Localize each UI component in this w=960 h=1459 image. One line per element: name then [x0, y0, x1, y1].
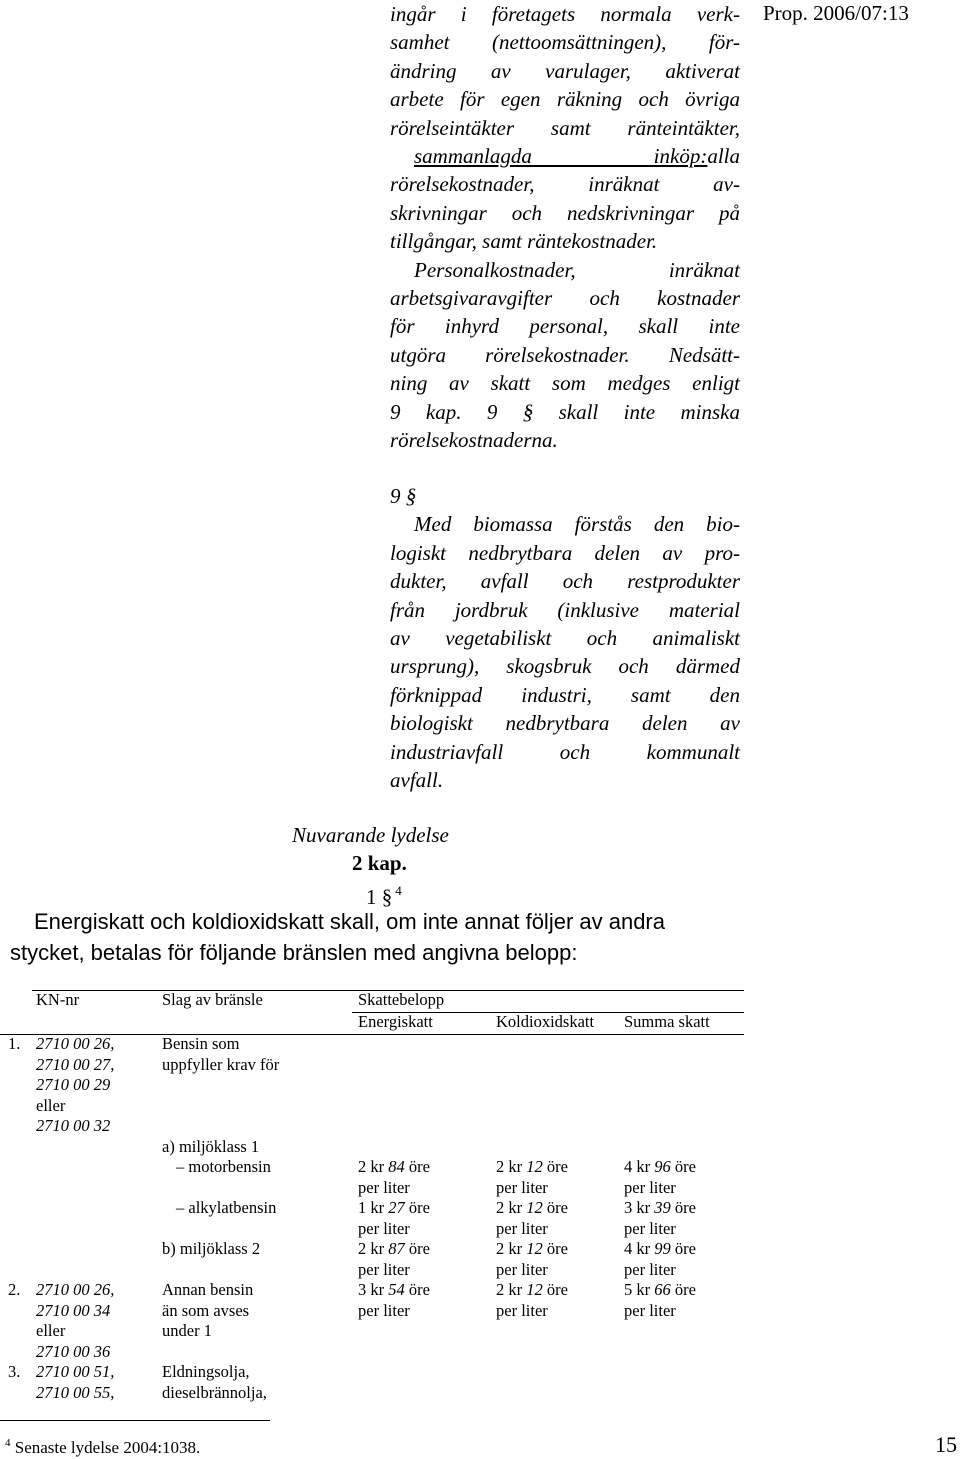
- term-sammanlagda-inkop: sammanlagda inköp:: [414, 144, 708, 169]
- table-header-row: [0, 990, 750, 1012]
- fuel-type-cell: [162, 1198, 358, 1239]
- cell-line: – alkylatbensin: [176, 1198, 277, 1217]
- co2-tax-cell: [496, 1157, 624, 1198]
- text-line: arbetsgivaravgifter och kostnader: [390, 286, 740, 311]
- cell-line: 2710 00 55,: [36, 1382, 115, 1402]
- cell-line: a) miljöklass 1: [162, 1136, 260, 1156]
- cell-line: 2 kr 84 öre: [358, 1157, 430, 1176]
- version-label: Nuvarande lydelse: [292, 823, 449, 847]
- text-line: samhet (nettoomsättningen), för-: [390, 30, 740, 55]
- table-row: [0, 1198, 750, 1239]
- fuel-type-cell: [162, 1280, 358, 1362]
- cell-line: 2710 00 29: [36, 1075, 111, 1094]
- text-line: ning av skatt som medges enligt: [390, 371, 740, 396]
- tax-table: [0, 990, 750, 1403]
- text-line: utgöra rörelsekostnader. Nedsätt-: [390, 342, 740, 367]
- row-number: 1.: [8, 1034, 21, 1053]
- text-line: av vegetabiliskt och animaliskt: [390, 626, 740, 651]
- text-line: ursprung), skogsbruk och därmed: [390, 654, 740, 679]
- footnote-rule: [0, 1420, 270, 1421]
- total-tax-cell: [624, 1280, 750, 1362]
- cell-line: 2710 00 51,: [36, 1362, 115, 1381]
- cell-line: Annan bensin: [162, 1280, 254, 1299]
- total-tax-cell: [624, 1137, 750, 1158]
- chapter-heading: 2 kap.: [352, 851, 407, 875]
- text-line: ändring av varulager, aktiverat: [390, 58, 740, 83]
- total-tax-cell: [624, 1362, 750, 1403]
- cell-line: dieselbrännolja,: [162, 1382, 267, 1402]
- co2-tax-cell: [496, 1137, 624, 1158]
- right-column-paragraph-1: [390, 0, 740, 455]
- cell-line: 2 kr 87 öre: [358, 1239, 430, 1258]
- header-skattebelopp: Skattebelopp: [358, 990, 445, 1009]
- text-line: tillgångar, samt räntekostnader.: [390, 229, 658, 254]
- co2-tax-cell: [496, 1362, 624, 1403]
- cell-line: 2710 00 32: [36, 1116, 111, 1135]
- table-row: [0, 1137, 750, 1158]
- kn-nr-cell: [36, 1362, 162, 1403]
- energy-tax-cell: [358, 1157, 496, 1198]
- cell-line: 3 kr 54 öre: [358, 1280, 430, 1299]
- table-row: [0, 1034, 750, 1137]
- cell-line: per liter: [358, 1300, 410, 1320]
- cell-line: uppfyller krav för: [162, 1054, 280, 1074]
- header-energiskatt: Energiskatt: [358, 1012, 433, 1031]
- cell-line: 4 kr 96 öre: [624, 1157, 696, 1176]
- cell-line: per liter: [624, 1300, 676, 1320]
- text-line: Energiskatt och koldioxidskatt skall, om inte annat följer av andra: [34, 909, 665, 934]
- row-number: [0, 1239, 36, 1280]
- document-reference: Prop. 2006/07:13: [763, 1, 909, 25]
- cell-line: 2710 00 36: [36, 1341, 111, 1361]
- text-line: industriavfall och kommunalt: [390, 739, 740, 764]
- cell-line: 3 kr 39 öre: [624, 1198, 696, 1217]
- cell-line: per liter: [624, 1177, 676, 1197]
- table-subheader-row: [0, 1012, 750, 1034]
- text-line: för inhyrd personal, skall inte: [390, 314, 740, 339]
- energy-tax-cell: [358, 1239, 496, 1280]
- kn-nr-cell: [36, 1239, 162, 1280]
- cell-line: än som avses: [162, 1300, 250, 1320]
- row-number: 2.: [8, 1280, 21, 1299]
- text-line: Med biomassa förstås den bio-: [414, 512, 740, 537]
- cell-line: 2 kr 12 öre: [496, 1239, 568, 1258]
- section-9: [390, 482, 740, 794]
- fuel-type-cell: [162, 1137, 358, 1158]
- cell-line: per liter: [624, 1218, 676, 1238]
- energy-tax-cell: [358, 1137, 496, 1158]
- text-line: rörelsekostnaderna.: [390, 428, 558, 453]
- kn-nr-cell: [36, 1034, 162, 1137]
- fuel-type-cell: [162, 1034, 358, 1137]
- footnote-text: Senaste lydelse 2004:1038.: [14, 1438, 201, 1457]
- text-line: förknippad industri, samt den: [390, 682, 740, 707]
- cell-line: per liter: [358, 1177, 410, 1197]
- cell-line: per liter: [496, 1300, 548, 1320]
- row-number: [0, 1198, 36, 1239]
- total-tax-cell: [624, 1198, 750, 1239]
- cell-line: – motorbensin: [176, 1157, 271, 1176]
- text-line: rörelseintäkter samt ränteintäkter,: [390, 115, 740, 140]
- energy-tax-cell: [358, 1198, 496, 1239]
- kn-nr-cell: [36, 1137, 162, 1158]
- row-number: [0, 1157, 36, 1198]
- cell-line: 2710 00 34: [36, 1300, 111, 1320]
- text-line: ingår i företagets normala verk-: [390, 2, 740, 26]
- cell-line: per liter: [624, 1259, 676, 1279]
- co2-tax-cell: [496, 1239, 624, 1280]
- footnote-number: 4: [5, 1437, 11, 1449]
- cell-line: b) miljöklass 2: [162, 1239, 261, 1258]
- text-line: logiskt nedbrytbara delen av pro-: [390, 540, 740, 565]
- row-number: [0, 1137, 36, 1158]
- cell-line: 2710 00 26,: [36, 1280, 115, 1299]
- text-line: Personalkostnader, inräknat: [414, 257, 740, 282]
- cell-line: per liter: [496, 1177, 548, 1197]
- fuel-type-cell: [162, 1239, 358, 1280]
- header-slag: Slag av bränsle: [162, 990, 263, 1009]
- term-rest: alla: [707, 144, 740, 169]
- header-summa: Summa skatt: [624, 1012, 710, 1031]
- text-line-term: [390, 142, 740, 170]
- text-line: arbete för egen räkning och övriga: [390, 87, 740, 112]
- co2-tax-cell: [496, 1034, 624, 1137]
- footnote: [5, 1432, 200, 1459]
- table-row: [0, 1157, 750, 1198]
- text-line: rörelsekostnader, inräknat av-: [390, 172, 740, 197]
- total-tax-cell: [624, 1239, 750, 1280]
- text-line: stycket, betalas för följande bränslen med angivna belopp:: [10, 940, 578, 965]
- kn-nr-cell: [36, 1280, 162, 1362]
- cell-line: per liter: [358, 1218, 410, 1238]
- cell-line: eller: [36, 1095, 66, 1115]
- cell-line: 1 kr 27 öre: [358, 1198, 430, 1217]
- energy-tax-cell: [358, 1362, 496, 1403]
- section-9-heading: 9 §: [390, 484, 417, 508]
- cell-line: 2710 00 26,: [36, 1034, 115, 1053]
- body-paragraph: [10, 906, 710, 968]
- header-koldioxidskatt: Koldioxidskatt: [496, 1012, 595, 1031]
- cell-line: per liter: [496, 1218, 548, 1238]
- section-number: 1 §: [366, 885, 393, 909]
- table-row: [0, 1362, 750, 1403]
- footnote-ref: 4: [395, 883, 402, 898]
- table-body: [0, 1034, 750, 1403]
- text-line: biologiskt nedbrytbara delen av: [390, 711, 740, 736]
- cell-line: 4 kr 99 öre: [624, 1239, 696, 1258]
- text-line: skrivningar och nedskrivningar på: [390, 200, 740, 225]
- table-row: [0, 1239, 750, 1280]
- text-line: 9 kap. 9 § skall inte minska: [390, 399, 740, 424]
- cell-line: under 1: [162, 1321, 212, 1340]
- text-line: dukter, avfall och restprodukter: [390, 569, 740, 594]
- fuel-type-cell: [162, 1157, 358, 1198]
- co2-tax-cell: [496, 1198, 624, 1239]
- text-line: från jordbruk (inklusive material: [390, 597, 740, 622]
- cell-line: eller: [36, 1321, 66, 1340]
- cell-line: Eldningsolja,: [162, 1362, 250, 1381]
- fuel-type-cell: [162, 1362, 358, 1403]
- total-tax-cell: [624, 1034, 750, 1137]
- kn-nr-cell: [36, 1157, 162, 1198]
- cell-line: 2 kr 12 öre: [496, 1280, 568, 1299]
- energy-tax-cell: [358, 1280, 496, 1362]
- cell-line: 2 kr 12 öre: [496, 1157, 568, 1176]
- cell-line: 5 kr 66 öre: [624, 1280, 696, 1299]
- table-row: [0, 1280, 750, 1362]
- row-number: 3.: [8, 1362, 21, 1381]
- text-line: avfall.: [390, 768, 444, 793]
- cell-line: per liter: [358, 1259, 410, 1279]
- page-number: 15: [935, 1432, 957, 1457]
- cell-line: per liter: [496, 1259, 548, 1279]
- energy-tax-cell: [358, 1034, 496, 1137]
- total-tax-cell: [624, 1157, 750, 1198]
- cell-line: Bensin som: [162, 1034, 240, 1053]
- cell-line: 2710 00 27,: [36, 1054, 115, 1074]
- kn-nr-cell: [36, 1198, 162, 1239]
- cell-line: 2 kr 12 öre: [496, 1198, 568, 1217]
- co2-tax-cell: [496, 1280, 624, 1362]
- header-kn-nr: KN-nr: [36, 990, 80, 1009]
